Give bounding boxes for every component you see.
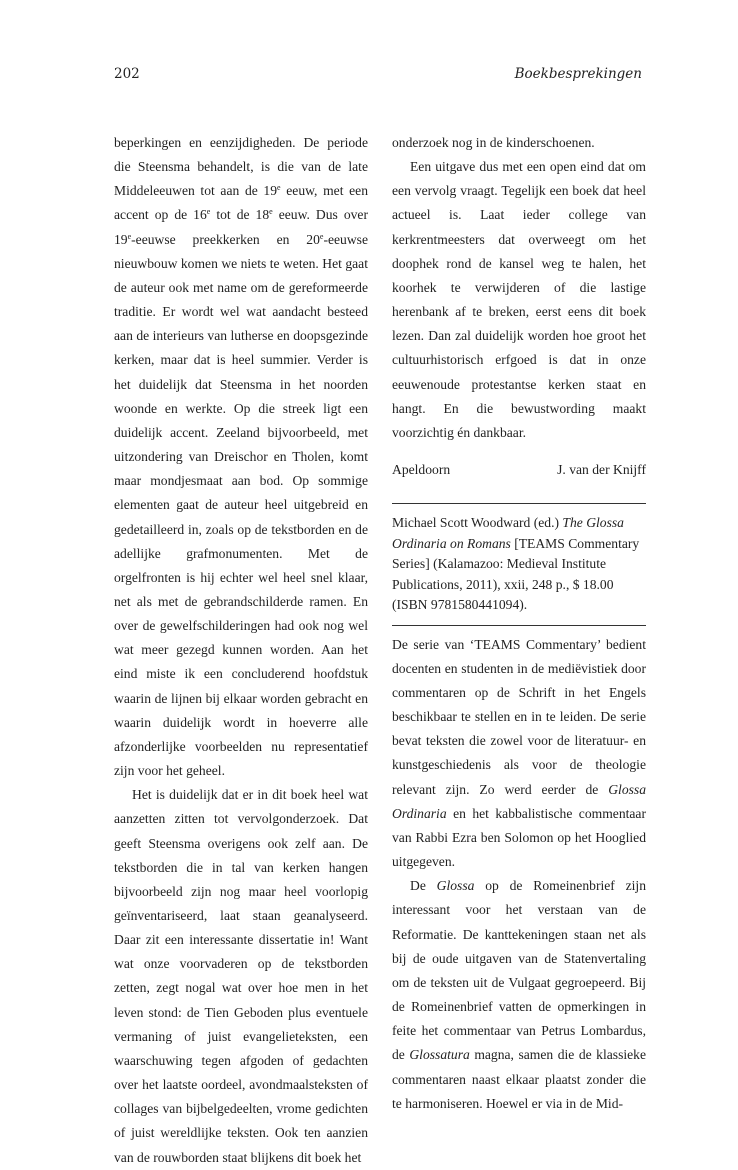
bibliographic-entry: Michael Scott Woodward (ed.) The Glossa Ordinaria on Romans [TEAMS Commentary Series] (Kalamazoo: Medieval Institute Publications, 2011), xxii, 248 p., $ 18.00 (ISBN 9781580441094). <box>392 515 640 613</box>
left-column <box>114 131 368 1170</box>
review-signature <box>392 458 646 482</box>
right-column <box>392 131 646 1116</box>
divider <box>392 503 646 504</box>
paragraph: onderzoek nog in de kinderschoenen. <box>392 135 595 150</box>
paragraph: Het is duidelijk dat er in dit boek heel wat aanzetten zitten tot vervolgonderzoek. Dat geeft Steensma overigens ook zelf aan. De tekstborden die in tal van kerken hangen bijvoorbeeld zijn nog maar heel voorlopig geïnventariseerd, laat staan geanalyseerd. Daar zit een interessante dissertatie in! Want wat onze voorvaderen op de tekstborden zetten, zegt nogal wat over hoe men in het leven stond: de Tien Geboden plus eventuele vermaning of juist evangelieteksten, een waarschuwing tegen afgoden of gedachten over het laatste oordeel, avondmaalsteksten of collages van bijbelgedeelten, vrome gedichten of juist wereldlijke teksten. Ook ten aanzien van de rouwborden staat blijkens dit boek het <box>114 787 368 1165</box>
signature-name: J. van der Knijff <box>557 462 646 478</box>
paragraph: Een uitgave dus met een open eind dat om een vervolg vraagt. Tegelijk een boek dat heel actueel is. Laat ieder college van kerkrentmeesters dat overweegt om het doophek rond de kansel weg te halen, het koorhek te verwijderen of die lastige herenbank af te breken, eerst eens dit boek lezen. Dan zal duidelijk worden hoe groot het cultuurhistorisch erfgoed is dat in onze eeuwenoude protestantse kerken staat en hangt. En die bewustwording maakt voorzichtig én dankbaar. <box>392 159 646 440</box>
signature-place: Apeldoorn <box>392 462 451 478</box>
running-title: Boekbesprekingen <box>514 66 642 82</box>
page-number: 202 <box>114 66 140 82</box>
paragraph: beperkingen en eenzijdigheden. De periode die Steensma behandelt, is die van de late Middeleeuwen tot aan de 19e eeuw, met een accent op de 16e tot de 18e eeuw. Dus over 19e-eeuwse preekkerken en 20e-eeuwse nieuwbouw komen we niets te weten. Het gaat de auteur ook met name om de gereformeerde traditie. Er wordt wel wat aandacht besteed aan de interieurs van lutherse en doopsgezinde kerken, maar dat is heel summier. Verder is het duidelijk dat Steensma in het noorden woonde en werkte. Op die streek ligt een duidelijk accent. Zeeland bijvoorbeeld, met uitzondering van Dreischor en Tholen, komt maar mondjesmaat aan bod. Op sommige elementen gaat de auteur heel uitgebreid en gedetailleerd in, zoals op de tekstborden en de adellijke grafmonumenten. Met de orgelfronten is hij echter wel heel snel klaar, net als met de gebrandschilderde ramen. En over de gewelfschilderingen had ook nog wel wat meer gezegd kunnen worden. Aan het eind miste ik een concluderend hoofdstuk waarin de lijnen bij elkaar worden gebracht en waarin duidelijk wordt in hoeverre alle afzonderlijke voorbeelden nu representatief zijn voor het geheel. <box>114 135 368 779</box>
divider <box>392 625 646 626</box>
paragraph: De Glossa op de Romeinenbrief zijn interessant voor het verstaan van de Reformatie. De kanttekeningen staan net als bij de oude uitgaven van de Statenvertaling om de teksten uit de Vulgaat gegroepeerd. Bij de Romeinenbrief vatten de opmerkingen in feite het commentaar van Petrus Lombardus, de Glossatura magna, samen die de klassieke commentaren naast elkaar plaatst zonder die te harmoniseren. Hoewel er via in de Mid- <box>392 878 647 1111</box>
paragraph: De serie van ‘TEAMS Commentary’ bedient docenten en studenten in de mediëvistiek door commentaren op de Schrift in het Engels beschikbaar te stellen en in te leiden. De serie bevat teksten die zowel voor de literatuur- en kunstgeschiedenis als voor de theologie relevant zijn. Zo werd eerder de Glossa Ordinaria en het kabbalistische commentaar van Rabbi Ezra ben Solomon op het Hooglied uitgegeven. <box>392 636 646 870</box>
